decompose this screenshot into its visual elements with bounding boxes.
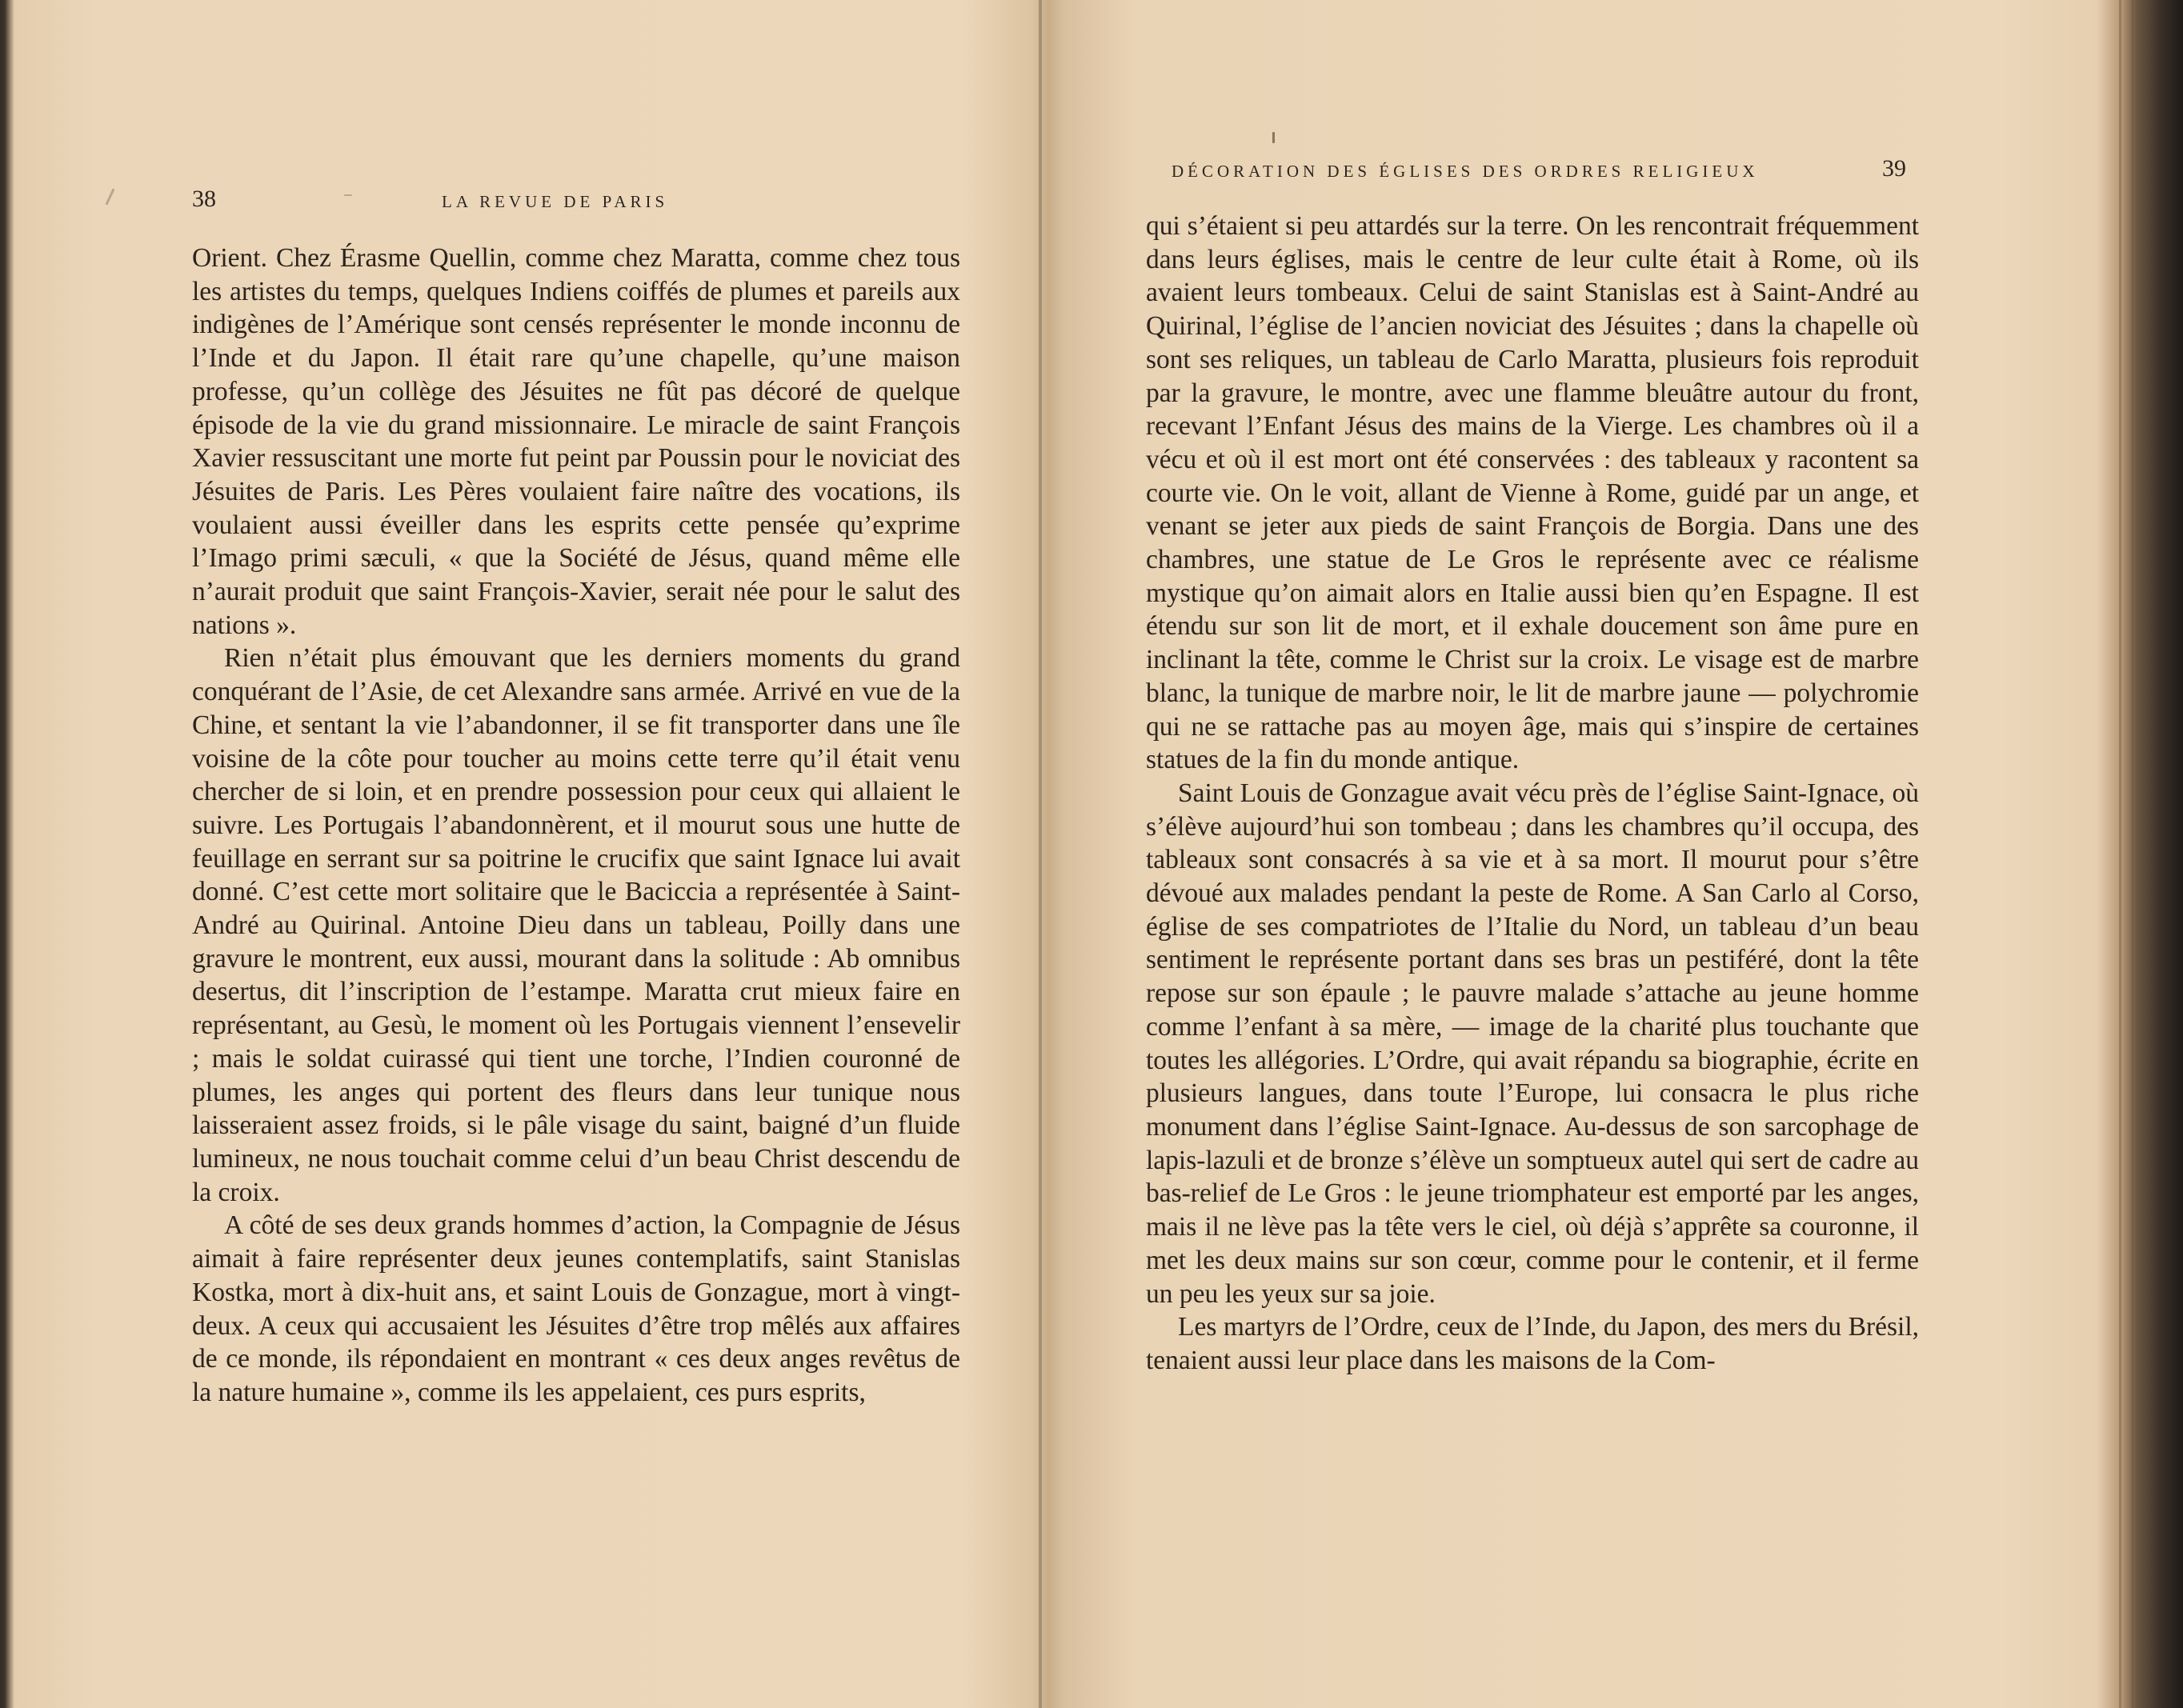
paragraph: qui s’étaient si peu attardés sur la terre. On les rencontrait fréquemment dans leurs églises, mais le centre de leur culte était à Rome, où ils avaient leurs tombeaux. Celui de saint Stanislas est à Saint-André au Quirinal, l’église de l’ancien noviciat des Jésuites ; dans la chapelle où sont ses reliques, un tableau de Carlo Maratta, plusieurs fois reproduit par la gravure, le montre, avec une flamme bleuâtre autour du front, recevant l’Enfant Jésus des mains de la Vierge. Les chambres où il a vécu et où il est mort ont été conservées : des tableaux y racontent sa courte vie. On le voit, allant de Vienne à Rome, guidé par un ange, et venant se jeter aux pieds de saint François de Borgia. Dans une des chambres, une statue de Le Gros le représente avec ce réalisme mystique qu’on aimait alors en Italie aussi bien qu’en Espagne. Il est étendu sur son lit de mort, et il exhale doucement son âme pure en inclinant la tête, comme le Christ sur la croix. Le visage est de marbre blanc, la tunique de marbre noir, le lit de marbre jaune — polychromie qui ne se rattache pas au moyen âge, mais qui s’inspire de certaines statues de la fin du monde antique. [1146,211,1919,775]
running-head: DÉCORATION DES ÉGLISES DES ORDRES RELIGIEUX [1172,162,1759,181]
print-mark [1272,132,1275,143]
paragraph: A côté de ses deux grands hommes d’action, la Compagnie de Jésus aimait à faire représenter deux jeunes contemplatifs, saint Stanislas Kostka, mort à dix-huit ans, et saint Louis de Gonzague, mort à vingt-deux. A ceux qui accusaient les Jésuites d’être trop mêlés aux affaires de ce monde, ils répondaient en montrant « ces deux anges revêtus de la nature humaine », comme ils les appelaient, ces purs esprits, [192,1210,960,1407]
print-mark [344,194,352,196]
paragraph: Orient. Chez Érasme Quellin, comme chez Maratta, comme chez tous les artistes du temps, quelques Indiens coiffés de plumes et pareils aux indigènes de l’Amérique sont censés représenter le monde inconnu de l’Inde et du Japon. Il était rare qu’une chapelle, qu’une maison professe, qu’un collège des Jésuites ne fût pas décoré de quelque épisode de la vie du grand missionnaire. Le miracle de saint François Xavier ressuscitant une morte fut peint par Poussin pour le noviciat des Jésuites de Paris. Les Pères voulaient faire naître des vocations, ils voulaient aussi éveiller dans les esprits cette pensée qu’exprime l’Imago primi sæculi, « que la Société de Jésus, quand même elle n’aurait produit que saint François-Xavier, serait née pour le salut des nations ». [192,243,960,640]
paragraph: Rien n’était plus émouvant que les derniers moments du grand conquérant de l’Asie, de cet Alexandre sans armée. Arrivé en vue de la Chine, et sentant la vie l’abandonner, il se fit transporter dans une île voisine de la côte pour toucher au moins cette terre qu’il était venu chercher de si loin, et en prendre possession pour ceux qui allaient le suivre. Les Portugais l’abandonnèrent, et il mourut sous une hutte de feuillage en serrant sur sa poitrine le crucifix que saint Ignace lui avait donné. C’est cette mort solitaire que le Baciccia a représentée à Saint-André au Quirinal. Antoine Dieu dans un tableau, Poilly dans une gravure le montrent, eux aussi, mourant dans la solitude : Ab omnibus desertus, dit l’inscription de l’estampe. Maratta crut mieux faire en représentant, au Gesù, le moment où les Portugais viennent l’ensevelir ; mais le soldat cuirassé qui tient une torche, l’Indien couronné de plumes, les anges qui portent des fleurs dans leur tunique nous laisseraient assez froids, si le pâle visage du saint, baigné d’un fluide lumineux, ne nous touchait comme celui d’un beau Christ descendu de la croix. [192,643,960,1207]
page-number: 38 [192,186,216,212]
right-text-block [1146,210,1919,1378]
paragraph: Les martyrs de l’Ordre, ceux de l’Inde, du Japon, des mers du Brésil, tenaient aussi leur place dans les maisons de la Com- [1146,1312,1919,1375]
running-head: LA REVUE DE PARIS [442,192,669,211]
left-page [0,0,1048,1708]
left-text-block [192,242,960,1410]
right-page [1048,0,2183,1708]
page-number: 39 [1882,155,1906,182]
paragraph: Saint Louis de Gonzague avait vécu près de l’église Saint-Ignace, où s’élève aujourd’hui son tombeau ; dans les chambres qu’il occupa, des tableaux sont consacrés à sa vie et à sa mort. Il mourut pour s’être dévoué aux malades pendant la peste de Rome. A San Carlo al Corso, église de ses compatriotes de l’Italie du Nord, un tableau d’un beau sentiment le représente portant dans ses bras un pestiféré, dont la tête repose sur son épaule ; le pauvre malade s’attache au jeune homme comme l’enfant à sa mère, — image de la charité plus touchante que toutes les allégories. L’Ordre, qui avait répandu sa biographie, écrite en plusieurs langues, dans toute l’Europe, lui consacra le plus riche monument dans l’église Saint-Ignace. Au-dessus de son sarcophage de lapis-lazuli et de bronze s’élève un somptueux autel qui sert de cadre au bas-relief de Le Gros : le jeune triomphateur est emporté par les anges, mais il ne lève pas la tête vers le ciel, où déjà s’apprête sa couronne, il met les deux mains sur son cœur, comme pour le contenir, et il ferme un peu les yeux sur sa joie. [1146,778,1919,1309]
